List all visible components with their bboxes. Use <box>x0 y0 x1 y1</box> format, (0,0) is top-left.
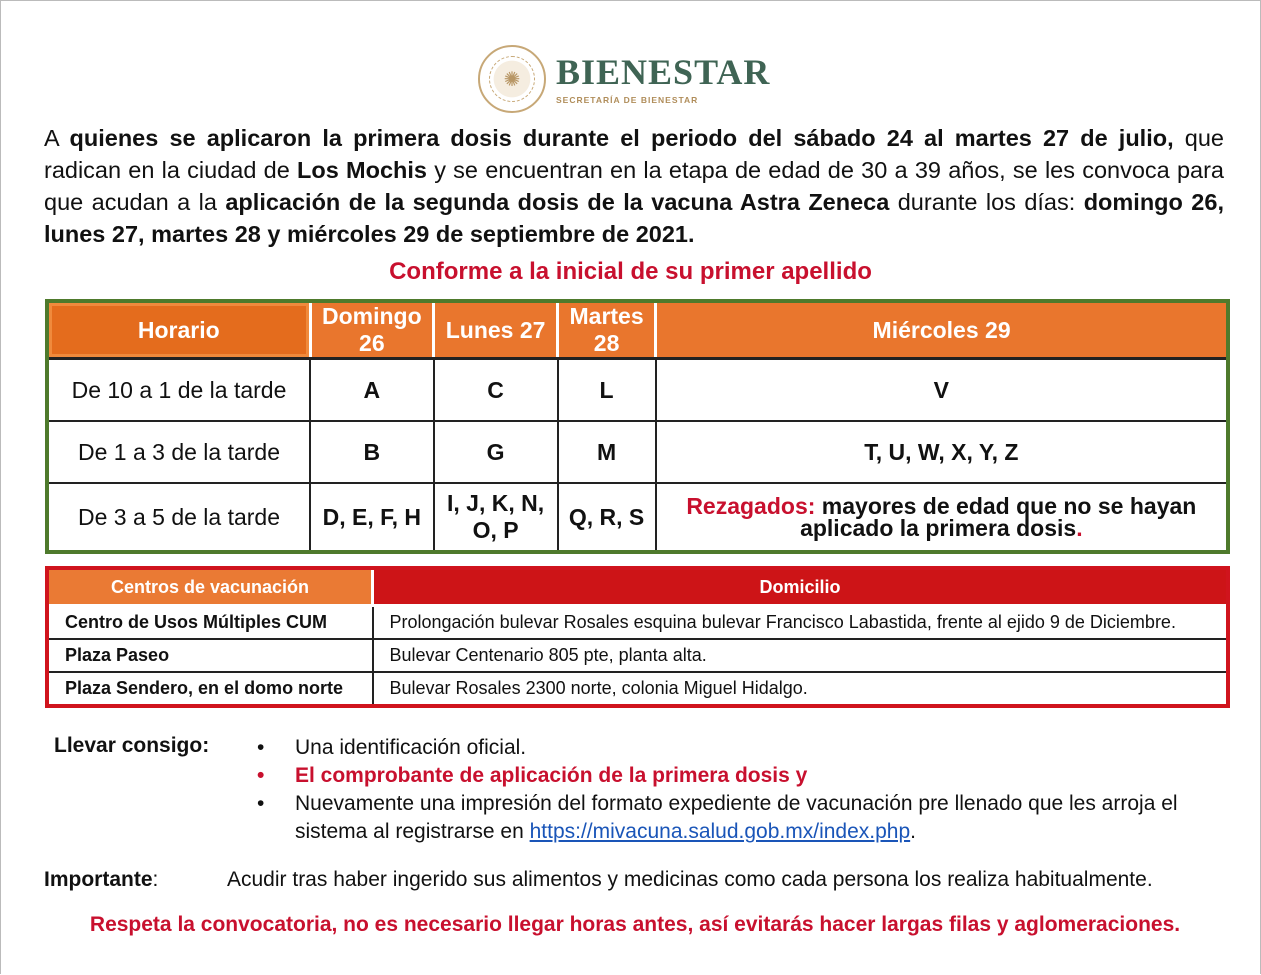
coat-of-arms-seal-icon: ✺ <box>478 45 546 113</box>
table-row <box>47 483 1228 552</box>
bullet-icon: • <box>257 736 265 759</box>
header-domingo: Domingo 26 <box>310 301 434 359</box>
letter-cell: D, E, F, H <box>310 483 434 552</box>
table-row <box>47 606 1228 640</box>
letter-cell: C <box>434 359 558 422</box>
header-domicilio: Domicilio <box>373 568 1229 606</box>
center-name: Plaza Paseo <box>47 639 373 672</box>
time-slot: De 3 a 5 de la tarde <box>47 483 310 552</box>
header-martes: Martes 28 <box>558 301 656 359</box>
table-row <box>47 359 1228 422</box>
list-item: • El comprobante de aplicación de la primera dosis y <box>255 762 1235 790</box>
letter-cell: B <box>310 421 434 483</box>
letter-cell: A <box>310 359 434 422</box>
brand-name: BIENESTAR <box>556 52 771 92</box>
letter-cell: T, U, W, X, Y, Z <box>656 421 1228 483</box>
table-row <box>47 639 1228 672</box>
llevar-list <box>255 734 1235 846</box>
header-miercoles: Miércoles 29 <box>656 301 1228 359</box>
header-centros: Centros de vacunación <box>47 568 373 606</box>
time-slot: De 10 a 1 de la tarde <box>47 359 310 422</box>
list-item: • Una identificación oficial. <box>255 734 1235 762</box>
importante-label: Importante: <box>44 868 159 891</box>
rezagados-cell: Rezagados: mayores de edad que no se hayan aplicado la primera dosis. <box>656 483 1228 552</box>
bullet-icon: • <box>257 792 265 815</box>
header-horario: Horario <box>47 301 310 359</box>
bullet-icon: • <box>257 764 265 787</box>
letter-cell: L <box>558 359 656 422</box>
letter-cell: G <box>434 421 558 483</box>
center-name: Plaza Sendero, en el domo norte <box>47 672 373 706</box>
letter-cell: M <box>558 421 656 483</box>
llevar-label: Llevar consigo: <box>54 734 210 757</box>
letter-cell: Q, R, S <box>558 483 656 552</box>
schedule-table <box>45 299 1230 554</box>
mivacuna-link[interactable]: https://mivacuna.salud.gob.mx/index.php <box>529 820 911 843</box>
time-slot: De 1 a 3 de la tarde <box>47 421 310 483</box>
letter-cell: V <box>656 359 1228 422</box>
vaccination-centers-table <box>45 566 1230 708</box>
letter-cell: I, J, K, N, O, P <box>434 483 558 552</box>
table-row <box>47 421 1228 483</box>
brand-subtitle: SECRETARÍA DE BIENESTAR <box>556 95 699 105</box>
footer-notice: Respeta la convocatoria, no es necesario llegar horas antes, así evitarás hacer largas filas y aglomeraciones. <box>89 913 1181 936</box>
header-lunes: Lunes 27 <box>434 301 558 359</box>
schedule-subtitle: Conforme a la inicial de su primer apellido <box>389 258 872 285</box>
center-address: Bulevar Rosales 2300 norte, colonia Miguel Hidalgo. <box>373 672 1229 706</box>
list-item: • Nuevamente una impresión del formato expediente de vacunación pre llenado que les arroja el sistema al registrarse en https://mivacuna.salud.gob.mx/index.php. <box>257 792 1178 843</box>
bienestar-header <box>478 44 770 114</box>
table-row <box>47 672 1228 706</box>
center-name: Centro de Usos Múltiples CUM <box>47 606 373 640</box>
center-address: Bulevar Centenario 805 pte, planta alta. <box>373 639 1229 672</box>
intro-paragraph: A quienes se aplicaron la primera dosis durante el periodo del sábado 24 al martes 27 de julio, que radican en la ciudad de Los Mochis y se encuentran en la etapa de edad de 30 a 39 años, se les convoca para que acudan a la aplicación de la segunda dosis de la vacuna Astra Zeneca durante los días: domingo 26, lunes 27, martes 28 y miércoles 29 de septiembre de 2021. <box>44 125 1224 247</box>
center-address: Prolongación bulevar Rosales esquina bulevar Francisco Labastida, frente al ejido 9 de Diciembre. <box>373 606 1229 640</box>
importante-text: Acudir tras haber ingerido sus alimentos y medicinas como cada persona los realiza habitualmente. <box>227 868 1153 891</box>
